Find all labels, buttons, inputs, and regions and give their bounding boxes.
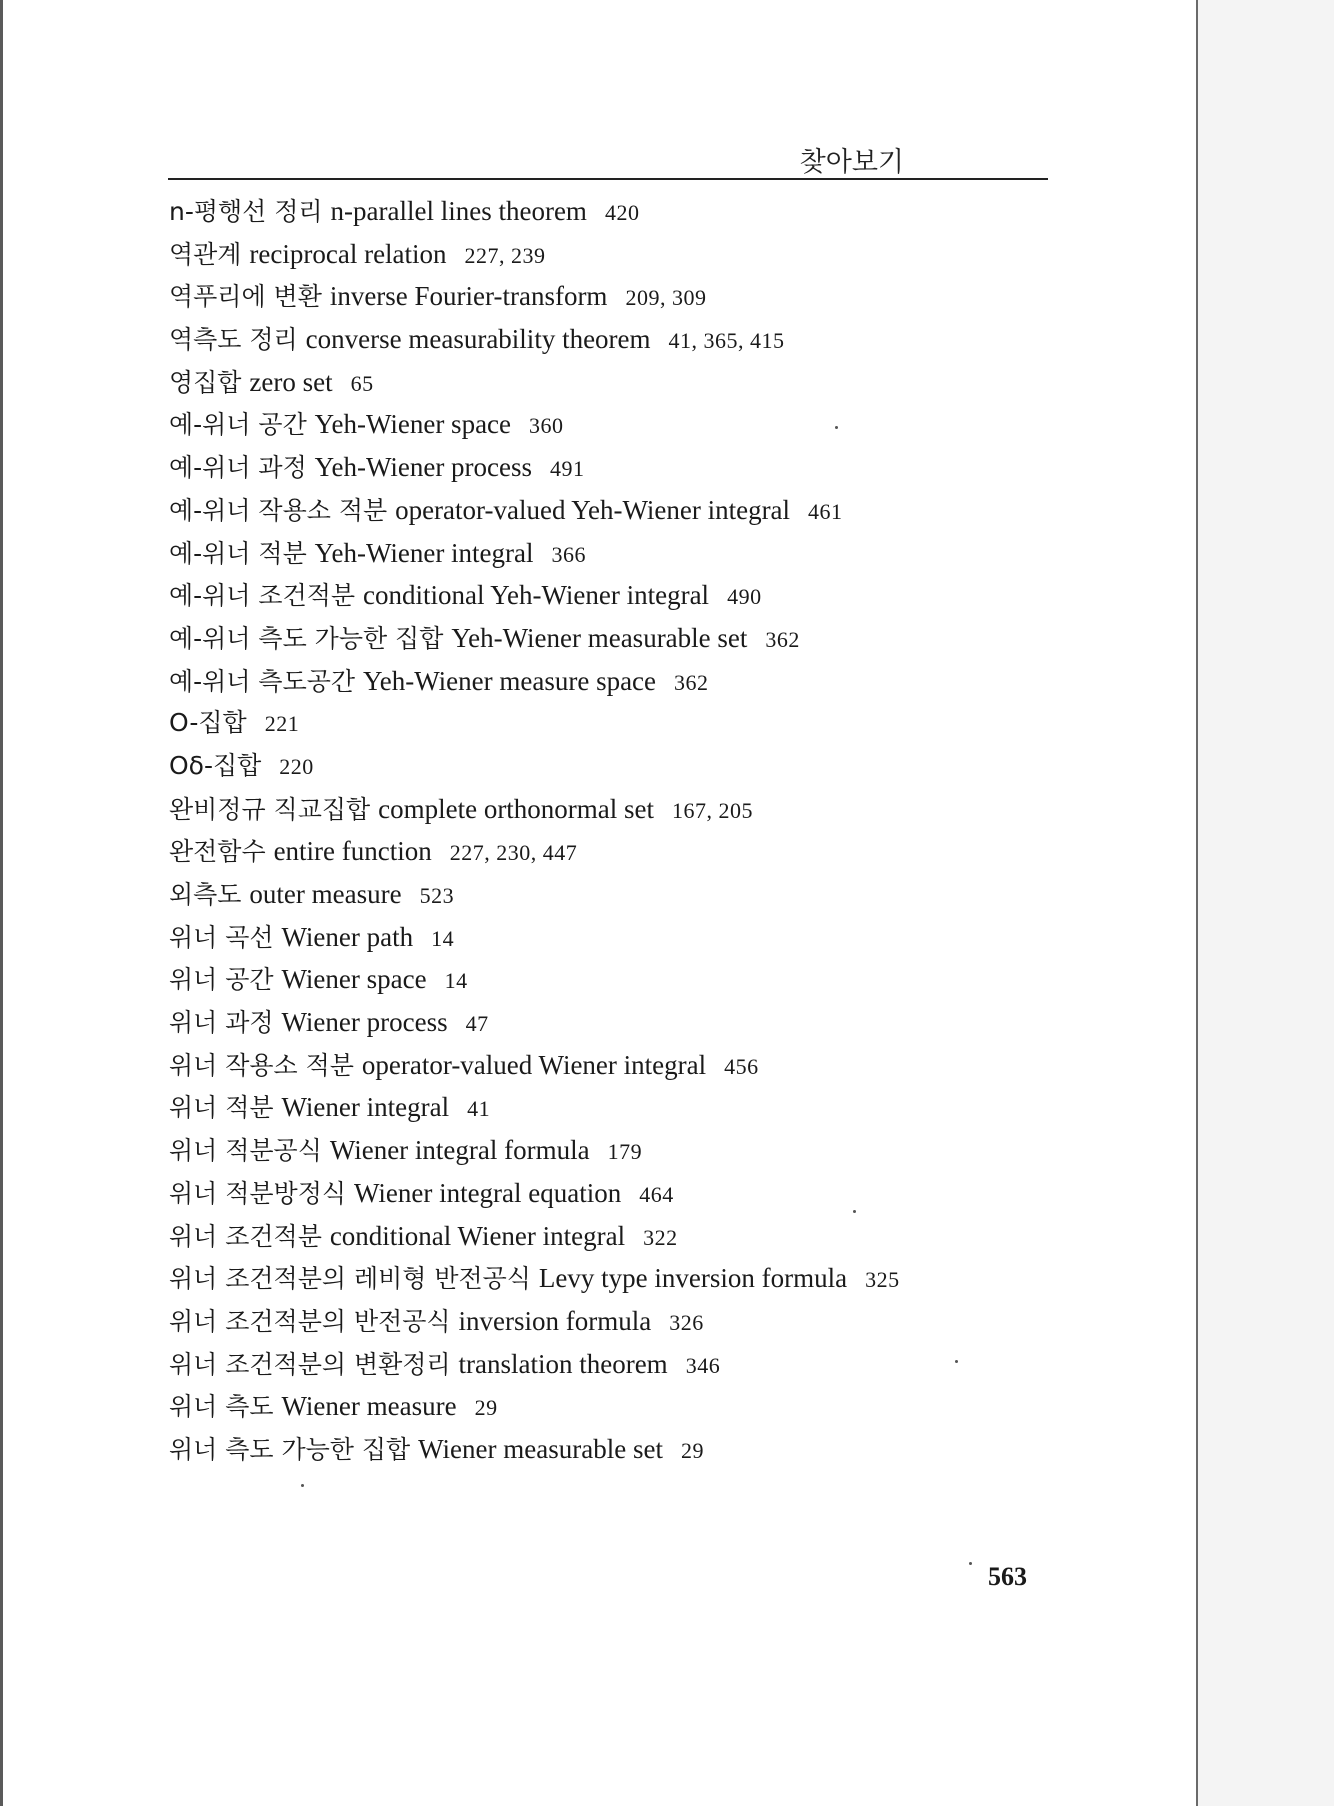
entry-english-term: Yeh-Wiener measurable set: [451, 622, 748, 653]
entry-page-numbers: 523: [419, 883, 455, 908]
entry-page-numbers: 322: [643, 1224, 678, 1250]
entry-english-term: operator-valued Yeh-Wiener integral: [395, 494, 791, 525]
entry-english-term: Yeh-Wiener integral: [314, 537, 534, 568]
entry-page-numbers: 220: [279, 753, 314, 779]
entry-english-term: conditional Yeh-Wiener integral: [362, 580, 710, 611]
entry-korean-term: 완전함수: [169, 837, 266, 867]
entry-english-term: outer measure: [249, 879, 402, 909]
entry-english-term: Wiener path: [281, 921, 414, 952]
index-entry: [169, 660, 1069, 703]
entry-page-numbers: 491: [550, 456, 585, 482]
entry-korean-term: 위너 조건적분의 변환정리: [169, 1349, 451, 1379]
header-rule: [168, 178, 1048, 180]
entry-korean-term: 완비정규 직교집합: [169, 794, 371, 824]
entry-korean-term: 위너 과정: [169, 1008, 274, 1038]
entry-page-numbers: 41, 365, 415: [668, 328, 785, 354]
entry-page-numbers: 420: [604, 200, 640, 225]
index-entries: [169, 190, 1069, 1471]
entry-english-term: operator-valued Wiener integral: [361, 1049, 707, 1080]
entry-page-numbers: 167, 205: [672, 797, 754, 823]
speck: [835, 426, 838, 429]
entry-korean-term: 예-위너 조건적분: [169, 581, 356, 611]
entry-english-term: Yeh-Wiener process: [314, 452, 533, 483]
index-entry: [169, 532, 1069, 575]
entry-page-numbers: 325: [865, 1267, 900, 1293]
entry-english-term: Wiener space: [281, 964, 427, 995]
entry-page-numbers: 366: [551, 541, 587, 567]
entry-page-numbers: 47: [465, 1011, 489, 1037]
entry-page-numbers: 209, 309: [625, 285, 707, 311]
index-entry: [169, 617, 1069, 660]
entry-korean-term: 역관계: [169, 239, 242, 269]
index-entry: [169, 1086, 1069, 1129]
entry-english-term: inverse Fourier-transform: [329, 281, 608, 312]
entry-english-term: Yeh-Wiener measure space: [362, 665, 657, 696]
index-entry: [169, 190, 1069, 233]
entry-korean-term: 위너 조건적분: [169, 1221, 322, 1251]
entry-english-term: Wiener measurable set: [418, 1433, 663, 1464]
index-entry: [169, 275, 1069, 318]
entry-korean-term: 위너 공간: [169, 965, 274, 995]
entry-english-term: zero set: [249, 366, 333, 397]
entry-korean-term: 위너 작용소 적분: [169, 1050, 354, 1080]
entry-english-term: Wiener integral equation: [353, 1177, 622, 1208]
entry-korean-term: 예-위너 작용소 적분: [169, 495, 388, 525]
speck: [969, 1562, 972, 1565]
entry-page-numbers: 14: [444, 968, 468, 994]
speck: [853, 1210, 856, 1213]
speck: [955, 1360, 958, 1363]
entry-page-numbers: 65: [350, 370, 374, 396]
index-entry: [169, 916, 1069, 959]
entry-page-numbers: 227, 230, 447: [449, 840, 578, 866]
index-entry: [169, 233, 1069, 276]
entry-korean-term: 영집합: [169, 367, 242, 397]
entry-english-term: reciprocal relation: [249, 238, 447, 269]
index-entry: [169, 574, 1069, 617]
entry-korean-term: 위너 측도 가능한 집합: [169, 1434, 411, 1464]
index-entry: [169, 1385, 1069, 1428]
index-entry: [169, 489, 1069, 532]
entry-korean-term: 외측도: [169, 880, 242, 909]
entry-english-term: conditional Wiener integral: [329, 1220, 626, 1251]
entry-korean-term: 위너 조건적분의 레비형 반전공식: [169, 1264, 531, 1294]
entry-korean-term: 위너 적분: [169, 1093, 274, 1123]
entry-page-numbers: 464: [639, 1181, 674, 1207]
entry-page-numbers: 29: [680, 1437, 704, 1463]
entry-page-numbers: 41: [467, 1096, 491, 1122]
entry-english-term: translation theorem: [458, 1348, 668, 1379]
entry-korean-term: 예-위너 과정: [169, 453, 307, 483]
entry-korean-term: 위너 조건적분의 반전공식: [169, 1306, 451, 1336]
entry-page-numbers: 346: [685, 1352, 721, 1378]
entry-page-numbers: 14: [431, 925, 455, 951]
index-entry: [169, 1172, 1069, 1215]
index-entry: [169, 702, 1069, 745]
index-entry: [169, 1044, 1069, 1087]
entry-page-numbers: 221: [264, 711, 300, 737]
entry-korean-term: 예-위너 적분: [169, 538, 307, 568]
entry-korean-term: 역측도 정리: [169, 325, 298, 355]
entry-page-numbers: 490: [727, 584, 762, 610]
entry-page-numbers: 362: [765, 626, 800, 652]
index-entry: [169, 788, 1069, 831]
index-entry: [169, 958, 1069, 1001]
entry-korean-term: O-집합: [169, 708, 247, 738]
index-entry: [169, 830, 1069, 873]
entry-page-numbers: 326: [669, 1309, 704, 1335]
entry-english-term: Wiener process: [281, 1007, 448, 1038]
index-entry: [169, 318, 1069, 361]
entry-english-term: Wiener integral formula: [329, 1135, 590, 1166]
entry-korean-term: 역푸리에 변환: [169, 282, 322, 312]
entry-korean-term: Oδ-집합: [169, 750, 262, 780]
entry-page-numbers: 362: [674, 669, 709, 695]
entry-english-term: inversion formula: [458, 1305, 652, 1336]
entry-korean-term: n-평행선 정리: [169, 197, 323, 226]
index-entry: [169, 1428, 1069, 1471]
entry-page-numbers: 179: [607, 1139, 643, 1165]
entry-english-term: Yeh-Wiener space: [314, 409, 512, 440]
index-entry: [169, 361, 1069, 404]
entry-korean-term: 예-위너 공간: [169, 410, 307, 440]
index-entry: [169, 745, 1069, 788]
entry-korean-term: 위너 적분공식: [169, 1136, 322, 1166]
index-entry: [169, 1129, 1069, 1172]
index-entry: [169, 1215, 1069, 1258]
index-entry: [169, 873, 1069, 916]
index-entry: [169, 1257, 1069, 1300]
entry-korean-term: 예-위너 측도 가능한 집합: [169, 623, 444, 653]
entry-page-numbers: 456: [724, 1053, 759, 1079]
entry-english-term: complete orthonormal set: [378, 793, 655, 824]
scan-margin: [1198, 0, 1334, 1806]
entry-english-term: Wiener measure: [281, 1391, 457, 1422]
index-entry: [169, 403, 1069, 446]
entry-page-numbers: 227, 239: [464, 242, 546, 268]
entry-korean-term: 위너 적분방정식: [169, 1178, 346, 1208]
index-entry: [169, 446, 1069, 489]
index-entry: [169, 1343, 1069, 1386]
entry-english-term: converse measurability theorem: [305, 324, 651, 355]
entry-korean-term: 예-위너 측도공간: [169, 666, 356, 696]
speck: [301, 1484, 304, 1487]
entry-english-term: Levy type inversion formula: [538, 1263, 848, 1294]
index-entry: [169, 1300, 1069, 1343]
entry-english-term: n-parallel lines theorem: [330, 196, 587, 226]
page-number: 563: [988, 1562, 1027, 1591]
entry-english-term: entire function: [273, 836, 432, 867]
running-header: 찾아보기: [799, 147, 904, 178]
entry-page-numbers: 29: [474, 1395, 498, 1421]
entry-english-term: Wiener integral: [281, 1092, 450, 1123]
index-entry: [169, 1001, 1069, 1044]
entry-page-numbers: 461: [808, 498, 843, 524]
entry-korean-term: 위너 측도: [169, 1392, 274, 1422]
entry-page-numbers: 360: [529, 413, 564, 439]
entry-korean-term: 위너 곡선: [169, 922, 274, 952]
